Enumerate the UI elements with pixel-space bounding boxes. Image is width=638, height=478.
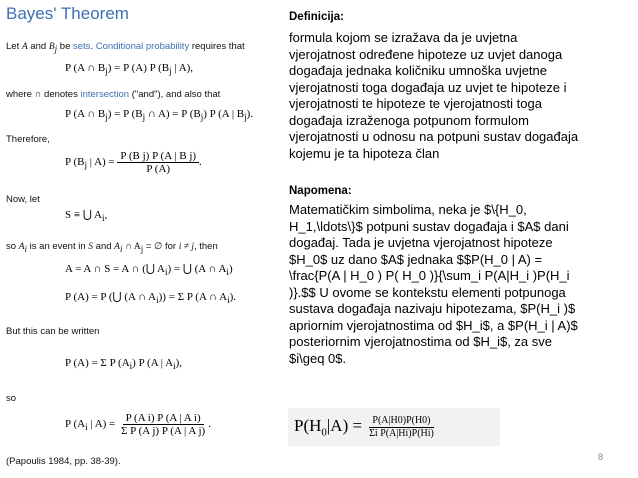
note-line: $H_0$ uz dano $A$ jednaka $$P(H_0 | A) = <box>289 251 543 267</box>
def-line: događaja izraženoga potpunom formulom <box>289 112 529 128</box>
therefore-text: Therefore, <box>6 134 50 145</box>
note-line: sustava događaja nazivaju hipotezama, $P(H_i )$ <box>289 301 576 316</box>
def-line: kojemu je ta hipoteza član <box>289 145 440 161</box>
def-line: vjerojatnosti toga događaja uz uvjet te hipoteze i <box>289 79 567 95</box>
definition-heading: Definicija: <box>289 11 344 23</box>
def-line: vjerojatnost određene hipoteze uz uvjet danoga <box>289 46 563 62</box>
def-line: formula kojom se izražava da je uvjetna <box>289 30 518 45</box>
equation-4: S ≡ ⋃ $A_i$, <box>65 209 108 224</box>
note-line: H_1,\ldots\}$ potpuni sustav događaja i $A$ dani <box>289 218 569 234</box>
so-text: so <box>6 393 17 404</box>
note-line: apriornim vjerojatnostima od $H_i$, a $P(H_i | A)$ <box>289 317 578 333</box>
text-requires: requires that <box>191 41 245 52</box>
equation-1: P (A ∩ $B_j) = P$ (A) P ($B_j$ | A), <box>65 62 194 77</box>
text-be: be <box>59 41 71 52</box>
page-number: 8 <box>598 452 604 462</box>
symbol-a: A <box>21 42 28 52</box>
note-line: )}.$$ U ovome se kontekstu elementi potpunoga <box>289 284 566 300</box>
so-line: so $A_i$ is an event in S and $A_i$ ∩ $A_j$ = ∅ for i ≠ j, then <box>6 241 218 254</box>
equation-2: P (A ∩ $B_j) = P$ ($B_j$ ∩ A) = P $(B_j)$ P (A | $B_j$). <box>65 108 254 123</box>
def-line: događaja jednaka količniku umnoška uvjetne <box>289 63 548 78</box>
intersection-icon: ∩ <box>34 90 42 100</box>
but-this-text: But this can be written <box>6 326 100 337</box>
symbol-bj: $B_j$ <box>48 42 58 54</box>
text-let: Let <box>6 41 20 52</box>
equation-6: P (A) = P (⋃ (A ∩ $A_i)) = \Sigma$ P (A ∩ $A_i$). <box>65 291 237 306</box>
equation-8: P ($A_i$ | A) = $\frac{\text{P (A i) P (A | A i)}}{\text{Σ P (A j) P (A | A j)}}$ . <box>65 412 211 437</box>
bayes-formula-image: $P(H_0|A)$ = $\frac{P(A|H0)P(H0)}{\text{Σi P(A|Hi)P(Hi)}}$ <box>288 408 500 446</box>
now-let-text: Now, let <box>6 194 40 205</box>
note-line: \frac{P(A | H_0 ) P( H_0 )}{\sum_i P(A|H_i )P(H_i <box>289 268 570 283</box>
where-line: where ∩ denotes intersection ("and"), and also that <box>6 89 221 100</box>
note-line: događaj. Tada je uvjetna vjerojatnost hipoteze <box>289 235 553 250</box>
text-and: and <box>30 41 47 52</box>
note-line: posteriornim vjerojatnostima od $H_i$, za sve <box>289 334 553 349</box>
slide-title: Bayes' Theorem <box>6 4 129 23</box>
equation-7: P (A) = Σ P $(A_i)$ P (A | $A_i$), <box>65 357 183 372</box>
equation-3: P ($B_j$ | A) = $\frac{\text{P (B j) P (A | B j)}}{P (A)}$ . <box>65 150 202 175</box>
def-line: vjerojatnosti te hipoteze te vjerojatnosti toga <box>289 96 542 111</box>
definition-text <box>289 30 629 162</box>
note-text <box>289 202 629 367</box>
link-sets[interactable]: sets <box>73 41 91 52</box>
link-conditional-probability[interactable]: Conditional probability <box>95 41 190 52</box>
citation: (Papoulis 1984, pp. 38-39). <box>6 456 121 467</box>
note-line: Matematičkim simbolima, neka je $\{H_0, <box>289 202 527 217</box>
note-line: $i\geq 0$. <box>289 350 347 366</box>
intro-line: Let A and $B_j$ be sets. Conditional probability requires that <box>6 41 245 54</box>
note-heading: Napomena: <box>289 185 352 197</box>
def-line: vjerojatnosti u odnosu na potpuni sustav događaja <box>289 129 579 144</box>
equation-5: A = A ∩ S = A ∩ (⋃ $A_i$) = ⋃ (A ∩ $A_i$) <box>65 263 233 278</box>
link-intersection[interactable]: intersection <box>80 89 130 100</box>
